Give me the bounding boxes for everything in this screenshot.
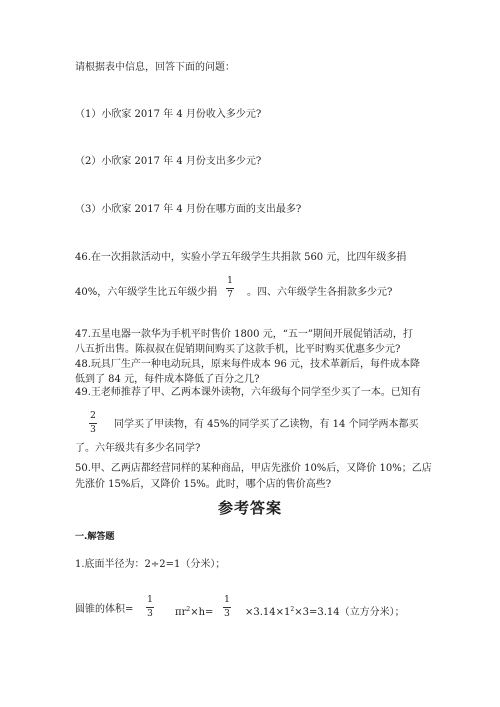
- problem-46-line-1: 46.在一次捐款活动中，实验小学五年级学生共捐款 560 元，比四年级多捐: [75, 252, 407, 263]
- problem-49-line-2: 同学买了甲读物，有 45%的同学买了乙读物，有 14 个同学两本都买: [114, 419, 419, 430]
- problem-47-line-2: 八五折出售。陈叔叔在促销期间购买了这款手机，比平时购买优惠多少元?: [75, 344, 401, 355]
- problem-48-line-1: 48.玩具厂生产一种电动玩具，原来每件成本 96 元，技术革新后，每件成本降: [75, 359, 420, 370]
- fraction-one-seventh: [225, 276, 235, 301]
- answer-volume-formula: [175, 603, 213, 620]
- fraction-bar: [226, 288, 234, 289]
- fraction-two-thirds: [88, 411, 98, 436]
- problem-50-line-1: 50.甲、乙两店都经营同样的某种商品，甲店先涨价 10%后，又降价 10%；乙店: [75, 463, 432, 474]
- problem-46-line-2a: 40%，六年级学生比五年级少捐: [75, 287, 218, 298]
- question-3: （3）小欣家 2017 年 4 月份在哪方面的支出最多?: [75, 204, 302, 215]
- answer-volume-result: [245, 603, 405, 620]
- answer-line-1: 1.底面半径为：2÷2=1（分米）；: [75, 559, 226, 570]
- question-2: （2）小欣家 2017 年 4 月份支出多少元?: [75, 156, 262, 167]
- fraction-numerator: 1: [227, 276, 233, 286]
- fraction-denominator: 3: [147, 609, 153, 619]
- exponent: 2: [186, 606, 191, 613]
- fraction-bar: [146, 607, 154, 608]
- pi-r-text: πr: [175, 607, 187, 618]
- calc-text: ×3.14×1: [245, 607, 291, 618]
- exponent: 2: [290, 606, 295, 613]
- fraction-denominator: 3: [90, 425, 96, 435]
- problem-46-line-2b: 。四、六年级学生各捐款多少元?: [247, 287, 393, 298]
- section-label: 一.解答题: [75, 532, 115, 542]
- fraction-bar: [89, 423, 97, 424]
- fraction-denominator: 7: [227, 290, 233, 300]
- answer-volume-prefix: 圆锥的体积=: [75, 604, 134, 615]
- intro-line: 请根据表中信息，回答下面的问题：: [75, 62, 235, 73]
- fraction-one-third-a: [145, 595, 155, 620]
- fraction-bar: [223, 607, 231, 608]
- problem-49-line-3: 了。六年级共有多少名同学?: [75, 443, 201, 454]
- problem-49-line-1: 49.王老师推荐了甲、乙两本课外读物，六年级每个同学至少买了一本。已知有: [75, 387, 421, 398]
- times-h-text: ×h=: [190, 607, 214, 618]
- problem-48-line-2: 低到了 84 元，每件成本降低了百分之几?: [75, 374, 260, 385]
- fraction-numerator: 2: [90, 411, 96, 421]
- fraction-one-third-b: [222, 595, 232, 620]
- problem-50-line-2: 先涨价 15%后，又降价 15%。此时，哪个店的售价高些?: [75, 479, 332, 490]
- result-text: ×3=3.14（立方分米）；: [294, 607, 405, 618]
- problem-47-line-1: 47.五星电器一款华为手机平时售价 1800 元，“五一”期间开展促销活动，打: [75, 329, 413, 340]
- fraction-numerator: 1: [224, 595, 230, 605]
- answer-title: 参考答案: [217, 499, 282, 517]
- fraction-denominator: 3: [224, 609, 230, 619]
- fraction-numerator: 1: [147, 595, 153, 605]
- question-1: （1）小欣家 2017 年 4 月份收入多少元?: [75, 109, 262, 120]
